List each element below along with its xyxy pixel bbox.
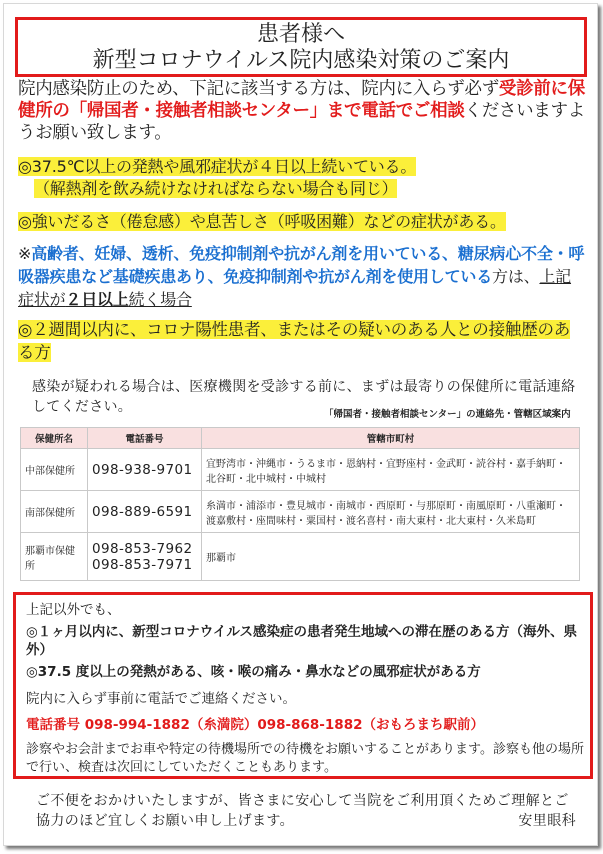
table-header: 管轄市町村	[202, 428, 580, 449]
table-header: 保健所名	[21, 428, 88, 449]
bottom-phone-numbers[interactable]: 電話番号 098-994-1882（糸満院）098-868-1882（おもろまち駅前）	[26, 717, 484, 733]
center-tel[interactable]: 098-853-7962	[92, 540, 193, 557]
notice-page	[3, 3, 598, 846]
intro-paragraph	[18, 78, 590, 144]
center-tel[interactable]: 098-853-7971	[92, 556, 193, 573]
bottom-item-travel: ◎１ヶ月以内に、新型コロナウイルス感染症の患者発生地域への滞在歴のある方（海外、県外）	[26, 624, 577, 658]
item-contact	[18, 318, 586, 364]
item-fatigue-text: ◎強いだるさ（倦怠感）や息苦しさ（呼吸困難）などの症状がある。	[18, 212, 506, 231]
closing-message	[36, 791, 576, 831]
title-line1: 患者様へ	[256, 22, 345, 47]
risk-underline: 上記症状が	[18, 267, 572, 309]
item-fatigue	[18, 211, 506, 233]
bottom-call-notice: 院内に入らず事前に電話でご連絡ください。	[26, 691, 296, 707]
closing-text: ご不便をおかけいたしますが、皆さまに安心して当院をご利用頂くためご理解とご協力のほど宜しくお願い申し上げます。	[36, 793, 569, 829]
risk-bold: ２日以上	[65, 290, 129, 309]
center-area: 宜野湾市・沖縄市・うるま市・恩納村・宜野座村・金武町・読谷村・嘉手納町・北谷町・北中城村・中城村	[202, 449, 580, 491]
bottom-wait-notice: 診察やお会計までお車や特定の待機場所での待機をお願いすることがあります。診察も他の場所で行い、検査は次回にしていただくこともあります。	[26, 742, 584, 775]
center-name: 中部保健所	[21, 449, 88, 491]
bottom-item-fever: ◎37.5 度以上の発熱がある、咳・喉の痛み・鼻水などの風邪症状がある方	[26, 664, 481, 680]
center-name: 那覇市保健所	[21, 533, 88, 581]
additional-notice-box	[13, 592, 593, 779]
title-box	[15, 17, 587, 77]
health-center-table	[20, 427, 580, 581]
table-row	[21, 533, 580, 581]
center-tel-group	[88, 533, 202, 581]
risk-underline-2: 続く場合	[128, 290, 192, 309]
note-right-caption: 「帰国者・接触者相談センター」の連絡先・管轄区域案内	[324, 409, 571, 420]
bottom-intro: 上記以外でも、	[26, 602, 121, 618]
table-row	[21, 491, 580, 533]
center-area: 糸満市・浦添市・豊見城市・南城市・西原町・与那原町・南風原町・八重瀬町・渡嘉敷村・座間味村・粟国村・渡名喜村・南大東村・北大東村・久米島町	[202, 491, 580, 533]
item-fever	[18, 156, 416, 200]
risk-text: 方は、	[492, 267, 540, 286]
center-area: 那覇市	[202, 533, 580, 581]
item-risk	[18, 242, 586, 311]
item-contact-text: ◎２週間以内に、コロナ陽性患者、またはその疑いのある人との接触歴のある方	[18, 320, 571, 362]
title-line2: 新型コロナウイルス院内感染対策のご案内	[92, 48, 510, 73]
table-header: 電話番号	[88, 428, 202, 449]
note-text: 感染が疑われる場合は、医療機関を受診する前に、まずは最寄りの保健所に電話連絡してください。	[32, 379, 576, 415]
center-tel[interactable]: 098-938-9701	[88, 449, 202, 491]
center-tel[interactable]: 098-889-6591	[88, 491, 202, 533]
item-fever-sub: （解熱剤を飲み続けなければならない場合も同じ）	[34, 179, 398, 198]
intro-text-1: 院内感染防止のため、下記に該当する方は、院内に入らず必ず	[18, 79, 499, 99]
center-name: 南部保健所	[21, 491, 88, 533]
table-row	[21, 449, 580, 491]
table-header-row	[21, 428, 580, 449]
risk-blue-text: 高齢者、妊婦、透析、免疫抑制剤や抗がん剤を用いている、糖尿病心不全・呼吸器疾患など基礎疾患あり、免疫抑制剤や抗がん剤を使用している	[18, 244, 585, 286]
item-fever-text: ◎37.5℃以上の発熱や風邪症状が４日以上続いている。	[18, 157, 417, 176]
clinic-name: 安里眼科	[518, 813, 576, 829]
risk-mark: ※	[18, 244, 32, 263]
intro-red-emphasis: 受診前に保健所の「帰国者・接触者相談センター」まで電話でご相談	[18, 79, 585, 121]
intro-text-2: くださいますようお願い致します。	[18, 101, 585, 143]
